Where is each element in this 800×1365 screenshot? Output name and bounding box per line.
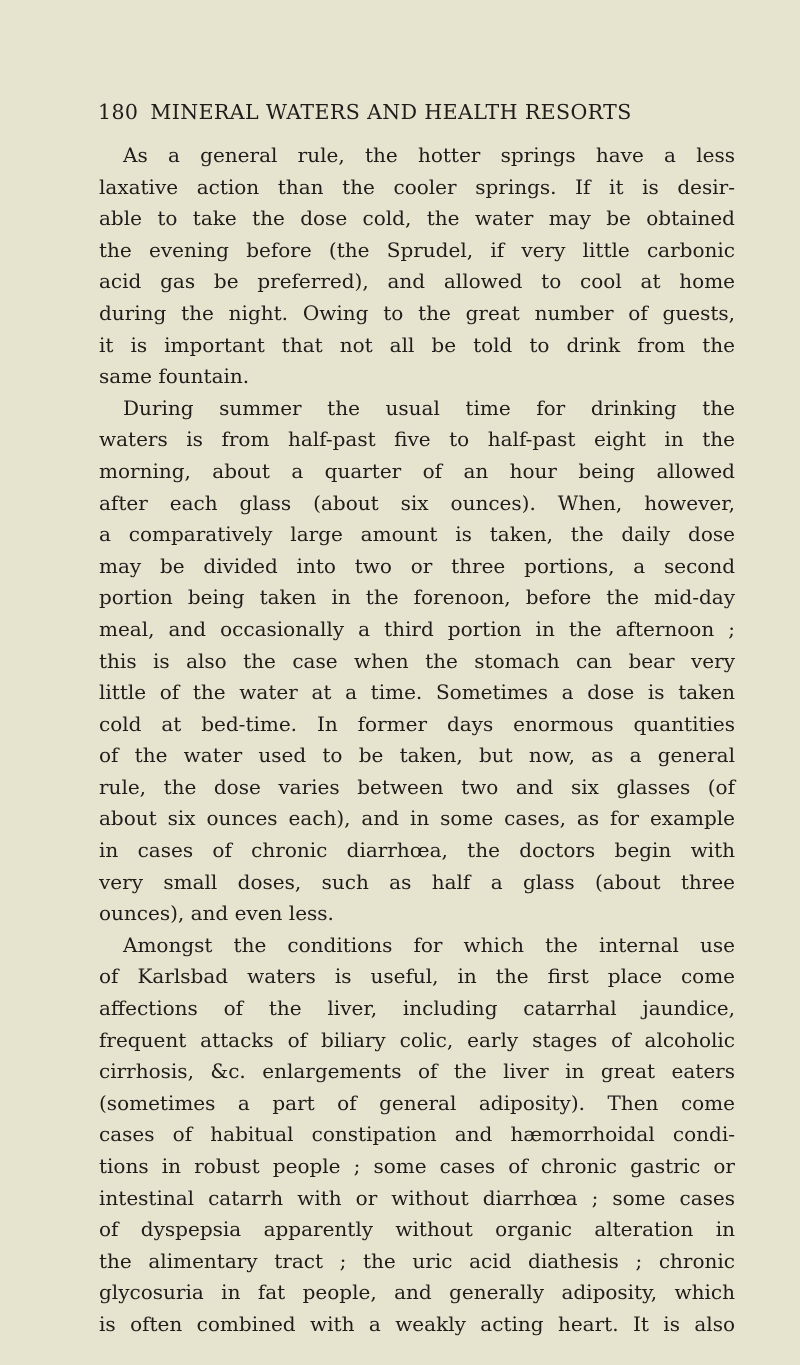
text-line: this is also the case when the stomach can bear very — [99, 648, 735, 673]
text-line: of dyspepsia apparently without organic alteration in — [99, 1217, 735, 1242]
text-line: affections of the liver, including catarrhal jaundice, — [99, 996, 735, 1021]
text-line: about six ounces each), and in some cases, as for example — [99, 806, 735, 831]
text-line: may be divided into two or three portions, a second — [99, 553, 735, 578]
text-line: of Karlsbad waters is useful, in the first place come — [99, 964, 735, 989]
running-header — [98, 100, 632, 124]
text-line: cold at bed-time. In former days enormous quantities — [99, 711, 735, 736]
text-line: very small doses, such as half a glass (about three — [99, 869, 735, 894]
text-line: meal, and occasionally a third portion in the afternoon ; — [99, 616, 735, 641]
text-line: waters is from half-past five to half-past eight in the — [99, 427, 735, 452]
text-line: little of the water at a time. Sometimes a dose is taken — [99, 680, 735, 705]
text-line: during the night. Owing to the great number of guests, — [99, 300, 735, 325]
text-line: laxative action than the cooler springs. If it is desir- — [99, 174, 735, 199]
text-line: As a general rule, the hotter springs have a less — [123, 143, 735, 167]
text-line: glycosuria in fat people, and generally adiposity, which — [99, 1280, 735, 1305]
running-title: MINERAL WATERS AND HEALTH RESORTS — [150, 100, 632, 124]
text-line: the evening before (the Sprudel, if very little carbonic — [99, 237, 735, 262]
text-line: portion being taken in the forenoon, before the mid-day — [99, 585, 735, 610]
text-line: of the water used to be taken, but now, as a general — [99, 743, 735, 768]
body-text — [99, 140, 735, 1341]
text-line: in cases of chronic diarrhœa, the doctors begin with — [99, 838, 735, 863]
text-line: tions in robust people ; some cases of chronic gastric or — [99, 1154, 735, 1178]
text-line: rule, the dose varies between two and six glasses (of — [99, 774, 735, 799]
page-number: 180 — [98, 100, 139, 124]
text-line: after each glass (about six ounces). When, however, — [99, 490, 735, 515]
text-line: acid gas be preferred), and allowed to cool at home — [99, 269, 735, 294]
text-line: a comparatively large amount is taken, the daily dose — [99, 522, 735, 547]
text-line: cases of habitual constipation and hæmorrhoidal condi- — [99, 1122, 735, 1147]
text-line: is often combined with a weakly acting heart. It is also — [99, 1311, 735, 1336]
text-line: cirrhosis, &c. enlargements of the liver in great eaters — [99, 1059, 735, 1084]
text-line: it is important that not all be told to drink from the — [99, 332, 735, 357]
text-line: intestinal catarrh with or without diarrhœa ; some cases — [99, 1185, 735, 1210]
text-line: Amongst the conditions for which the internal use — [123, 932, 735, 957]
text-line: the alimentary tract ; the uric acid diathesis ; chronic — [99, 1248, 735, 1273]
text-line: morning, about a quarter of an hour being allowed — [99, 458, 735, 483]
text-line: (sometimes a part of general adiposity). Then come — [99, 1090, 735, 1115]
text-line: During summer the usual time for drinking the — [123, 395, 735, 420]
text-line: able to take the dose cold, the water may be obtained — [99, 206, 735, 231]
text-line: same fountain. — [99, 364, 250, 389]
text-line: frequent attacks of biliary colic, early stages of alcoholic — [99, 1027, 735, 1052]
text-line: ounces), and even less. — [99, 901, 334, 926]
